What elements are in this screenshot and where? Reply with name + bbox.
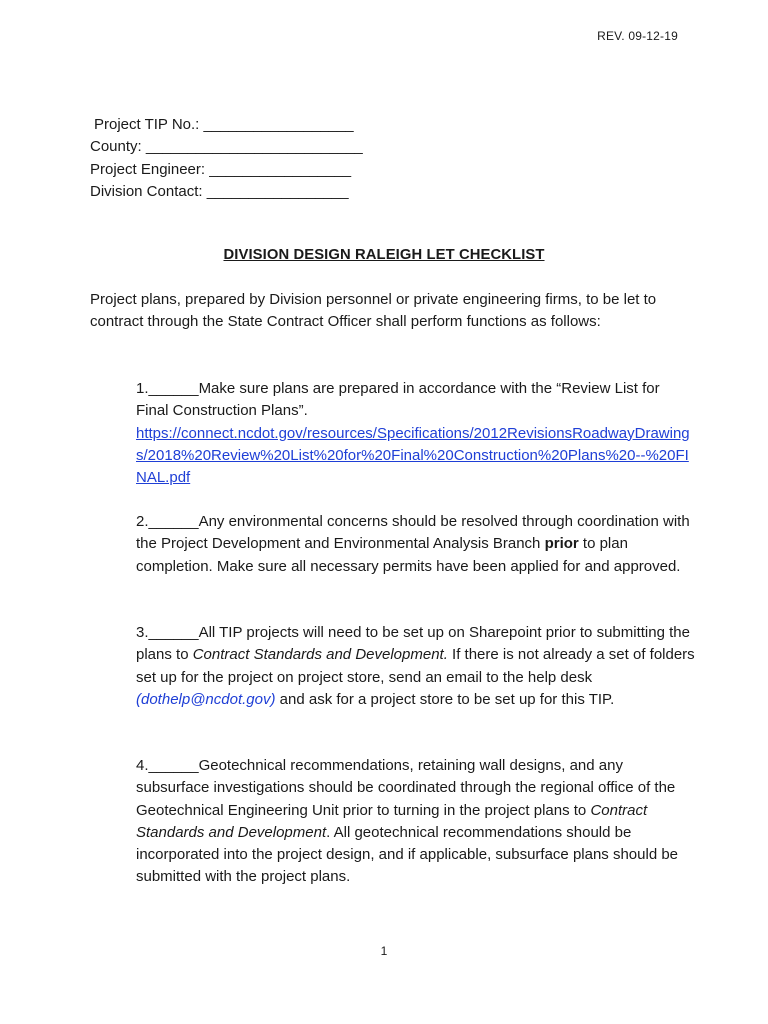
checklist-item-4: [136, 755, 696, 889]
item-2-text-pre: 2.______Any environmental concerns should be resolved through coordination with the Project Development and Environmental Analysis Branch: [136, 513, 690, 553]
item-3-text-mid: If there is not already a set of folders set up for the project on project store, send an email to the help desk: [136, 646, 695, 686]
item-1-text: 1.______Make sure plans are prepared in accordance with the “Review List for Final Construction Plans”.: [136, 380, 660, 420]
page-number: 1: [380, 944, 388, 958]
item-3-text-post: and ask for a project store to be set up for this TIP.: [275, 690, 615, 708]
item-2-text-post: to plan completion. Make sure all necessary permits have been applied for and approved.: [136, 535, 681, 575]
item-4-italic: Contract Standards and Development: [136, 801, 648, 841]
document-title: DIVISION DESIGN RALEIGH LET CHECKLIST: [223, 247, 545, 263]
item-4-text-pre: 4.______Geotechnical recommendations, retaining wall designs, and any subsurface investigations should be coordinated through the regional office of the Geotechnical Engineering Unit prior to turning in the project plans to: [136, 757, 676, 819]
item-4-text-post: . All geotechnical recommendations should be incorporated into the project design, and if applicable, subsurface plans should be submitted with the project plans.: [136, 823, 679, 886]
field-project-engineer: Project Engineer: _________________: [90, 160, 352, 178]
field-county: County: __________________________: [90, 138, 363, 156]
helpdesk-email-link[interactable]: (dothelp@ncdot.gov): [136, 690, 276, 708]
project-info-fields: [90, 114, 363, 203]
review-list-link[interactable]: https://connect.ncdot.gov/resources/Specifications/2012RevisionsRoadwayDrawings/2018%20Review%20List%20for%20Final%20Construction%20Plans%20--%20FINAL.pdf: [136, 424, 690, 487]
checklist-item-3: [136, 622, 696, 711]
item-2-bold-prior: prior: [544, 535, 579, 553]
intro-paragraph: Project plans, prepared by Division personnel or private engineering firms, to be let to contract through the State Contract Officer shall perform functions as follows:: [90, 291, 657, 331]
item-3-italic: Contract Standards and Development.: [192, 646, 448, 664]
checklist-item-2: [136, 511, 696, 578]
field-division-contact: Division Contact: _________________: [90, 182, 349, 200]
checklist-item-1: [136, 378, 696, 489]
revision-date: REV. 09-12-19: [597, 29, 678, 43]
field-project-tip: Project TIP No.: __________________: [94, 116, 354, 133]
item-3-text-pre: 3.______All TIP projects will need to be set up on Sharepoint prior to submitting the plans to: [136, 624, 690, 664]
